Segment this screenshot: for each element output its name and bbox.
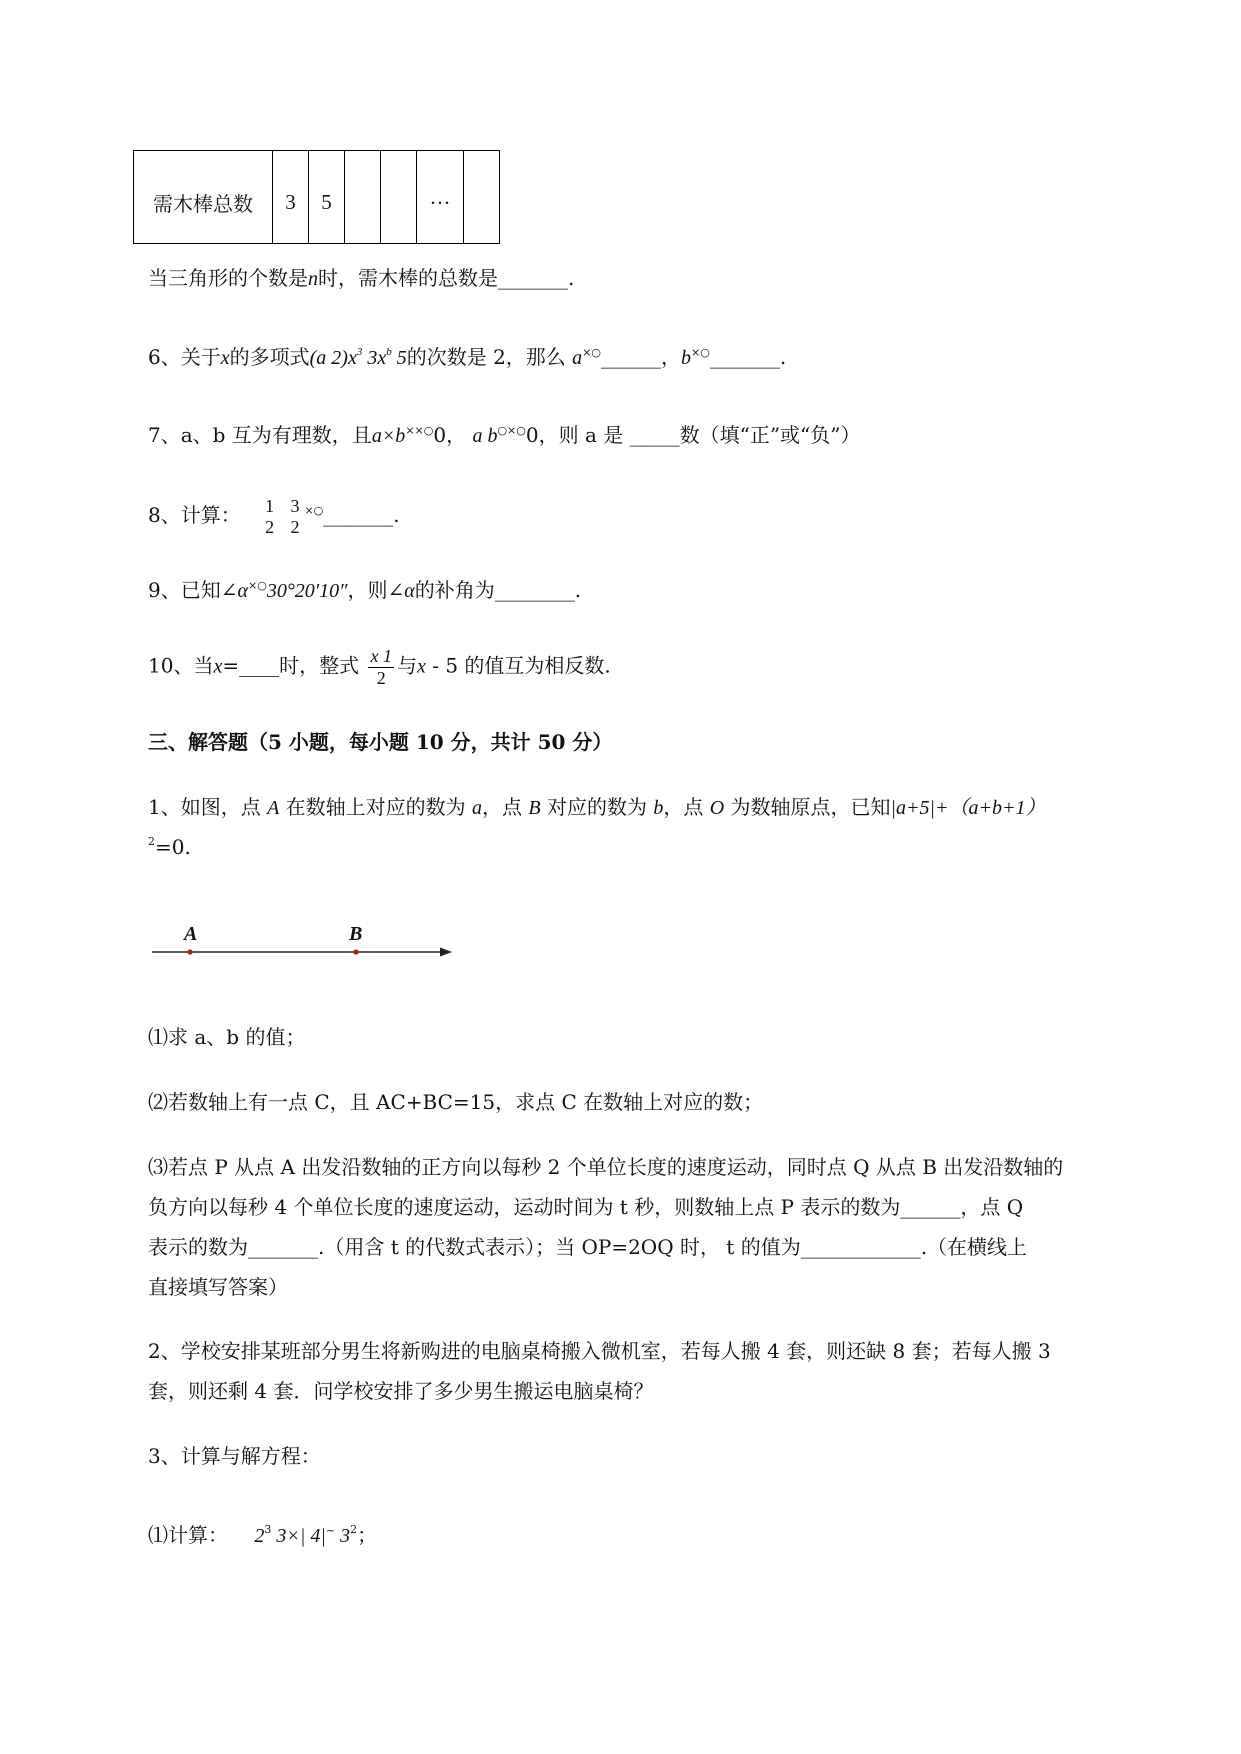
problem-2-line-1: 2、学校安排某班部分男生将新购进的电脑桌椅搬入微机室，若每人搬 4 套，则还缺 8 套；若每人搬 3 bbox=[148, 1339, 1051, 1363]
point-b-label: B bbox=[349, 923, 363, 945]
number-line-figure bbox=[150, 918, 460, 968]
problem-1-sub-3-line-3: 表示的数为_______.（用含 t 的代数式表示）；当 OP=2OQ 时， t 的值为____________.（在横线上 bbox=[148, 1235, 1028, 1259]
answer-blank[interactable]: _____ bbox=[629, 423, 680, 447]
table-cell bbox=[345, 151, 381, 244]
arrow-head-icon bbox=[440, 948, 452, 957]
table-cell bbox=[464, 151, 500, 244]
problem-2-line-2: 套，则还剩 4 套．问学校安排了多少男生搬运电脑桌椅？ bbox=[148, 1379, 654, 1403]
answer-blank[interactable]: _______ bbox=[323, 503, 394, 528]
table-row bbox=[134, 151, 500, 244]
problem-1-sub-3-line-1: ⑶若点 P 从点 A 出发沿数轴的正方向以每秒 2 个单位长度的速度运动，同时点 Q 从点 B 出发沿数轴的 bbox=[148, 1155, 1064, 1179]
answer-blank[interactable]: ________ bbox=[494, 578, 575, 602]
point-b-dot bbox=[353, 949, 358, 954]
stick-count-table bbox=[133, 150, 500, 244]
table-header-cell: 需木棒总数 bbox=[134, 151, 273, 244]
problem-1-sub-3-line-2: 负方向以每秒 4 个单位长度的速度运动，运动时间为 t 秒，则数轴上点 P 表示的数为______，点 Q bbox=[148, 1195, 1024, 1219]
question-5-tail: 当三角形的个数是n时，需木棒的总数是_______. bbox=[148, 266, 575, 290]
answer-blank[interactable]: _______ bbox=[498, 266, 568, 290]
table-cell: … bbox=[417, 151, 464, 244]
fraction: $\frac{x 1}{2}$ bbox=[370, 646, 392, 688]
problem-1-sub-3-line-4: 直接填写答案） bbox=[148, 1275, 288, 1299]
problem-1-sub-1: ⑴求 a、b 的值； bbox=[148, 1025, 306, 1049]
fraction: 1 2 bbox=[265, 496, 275, 537]
problem-1-line-2: $^2$=0. bbox=[148, 835, 191, 859]
point-a-dot bbox=[187, 949, 192, 954]
answer-blank-a[interactable]: ______ bbox=[601, 345, 661, 369]
problem-3-sub-1: ⑴计算： $2^3$ 3×| 4|~ $3^2$； bbox=[148, 1523, 378, 1547]
problem-1-sub-2: ⑵若数轴上有一点 C，且 AC+BC=15，求点 C 在数轴上对应的数； bbox=[148, 1090, 764, 1114]
point-a-label: A bbox=[184, 923, 198, 945]
question-7: 7、a、b 互为有理数，且a×b××○0， a b○×○0，则 a 是 _____数（填“正”或“负”） bbox=[148, 423, 861, 447]
answer-blank-b[interactable]: _______ bbox=[709, 345, 780, 369]
question-9: 9、已知∠α×○30°20′10″，则∠α的补角为________. bbox=[148, 578, 582, 602]
answer-blank[interactable]: ____ bbox=[239, 653, 280, 678]
polynomial: (a 2)x bbox=[309, 347, 357, 369]
question-8: 8、计算： 1 2 3 2 ×○_______. bbox=[148, 496, 400, 537]
problem-3-line-1: 3、计算与解方程： bbox=[148, 1444, 321, 1468]
problem-1-line-1: 1、如图，点 A 在数轴上对应的数为 a，点 B 对应的数为 b，点 O 为数轴原点，已知|a+5|+（a+b+1） bbox=[148, 795, 1046, 819]
fraction: 3 2 bbox=[290, 496, 300, 537]
section-heading: 三、解答题（5 小题，每小题 10 分，共计 50 分） bbox=[148, 730, 613, 754]
table-cell bbox=[381, 151, 417, 244]
table-cell: 5 bbox=[309, 151, 345, 244]
question-10: 10、当x=____时，整式 $\frac{x 1}{2}$ 与x - 5 的值互为相反数. bbox=[148, 646, 611, 688]
question-6: 6、关于x的多项式(a $2)x^3$ $3x^b$ 5的次数是 2，那么 a×○______，b×○_______. bbox=[148, 345, 787, 369]
table-cell: 3 bbox=[273, 151, 309, 244]
